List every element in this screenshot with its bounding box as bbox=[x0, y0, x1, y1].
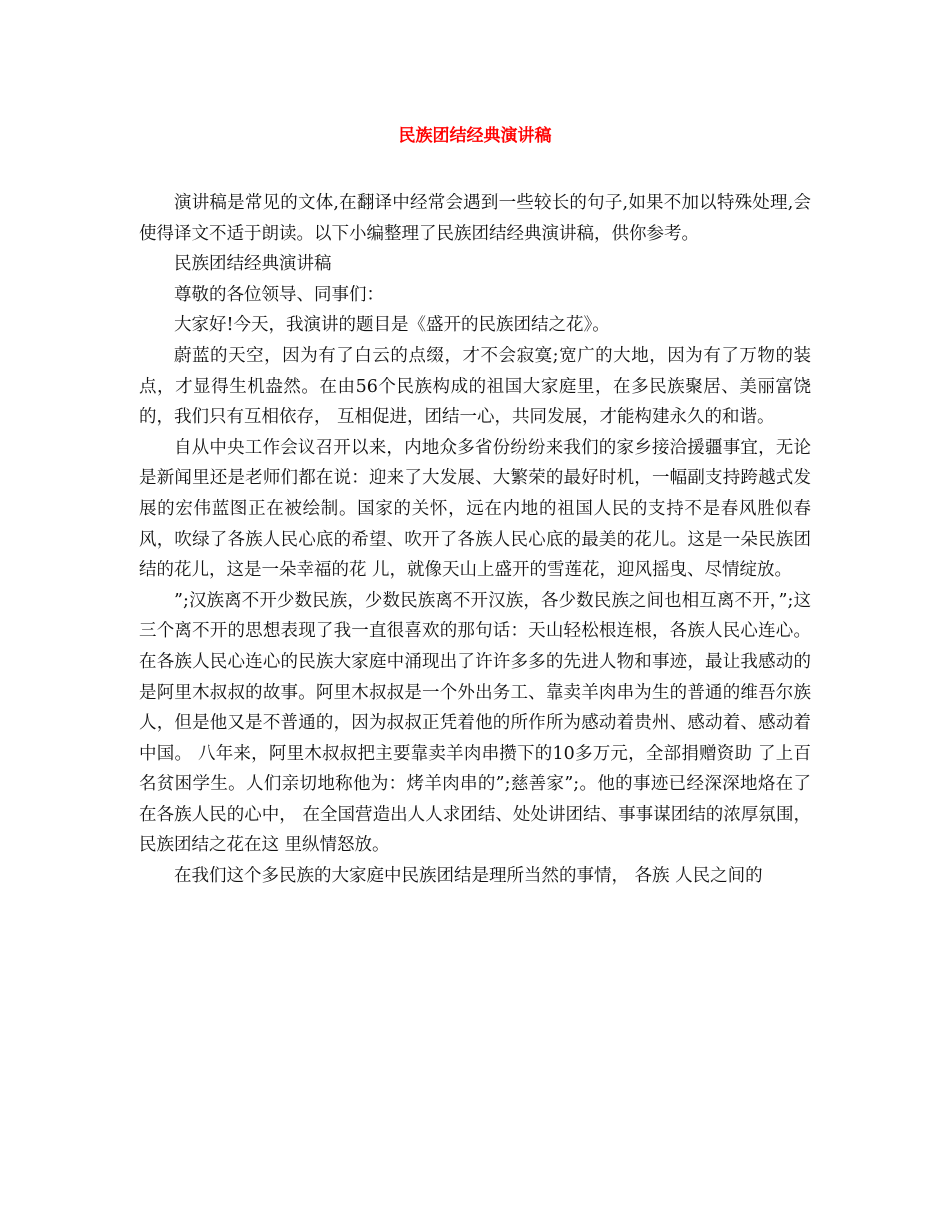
document-body bbox=[139, 188, 811, 892]
paragraph-salutation: 尊敬的各位领导、同事们： bbox=[174, 284, 384, 305]
document-title: 民族团结经典演讲稿 bbox=[398, 126, 552, 146]
paragraph-intro: 演讲稿是常见的文体,在翻译中经常会遇到一些较长的句子,如果不加以特殊处理,会使得译文不适于朗读。以下小编整理了民族团结经典演讲稿，供你参考。 bbox=[139, 193, 811, 244]
paragraph-central-meeting: 自从中央工作会议召开以来，内地众多省份纷纷来我们的家乡接洽援疆事宜，无论是新闻里还是老师们都在说：迎来了大发展、大繁荣的最好时机，一幅副支持跨越式发展的宏伟蓝图正在被绘制。国家的关怀，远在内地的祖国人民的支持不是春风胜似春风，吹绿了各族人民心底的希望、吹开了各族人民心底的最美的花儿。这是一朵民族团结的花儿，这是一朵幸福的花 儿，就像天山上盛开的雪莲花，迎风摇曳、尽情绽放。 bbox=[139, 437, 811, 581]
paragraph-alimu-story: ”;汉族离不开少数民族，少数民族离不开汉族，各少数民族之间也相互离不开，”;这三个离不开的思想表现了我一直很喜欢的那句话：天山轻松根连根，各族人民心连心。在各族人民心连心的民族大家庭中涌现出了许许多多的先进人物和事迹，最让我感动的是阿里木叔叔的故事。阿里木叔叔是一个外出务工、靠卖羊肉串为生的普通的维吾尔族人，但是他又是不普通的，因为叔叔正凭着他的所作所为感动着贵州、感动着、感动着中国。 八年来，阿里木叔叔把主要靠卖羊肉串攒下的10多万元，全部捐赠资助 了上百名贫困学生。人们亲切地称他为：烤羊肉串的”;慈善家”;。他的事迹已经深深地烙在了在各族人民的心中， 在全国营造出人人求团结、处处讲团结、事事谋团结的浓厚氛围，民族团结之花在这 里纵情怒放。 bbox=[139, 590, 811, 856]
paragraph-closing-partial: 在我们这个多民族的大家庭中民族团结是理所当然的事情， 各族 人民之间的 bbox=[174, 866, 763, 887]
paragraph-greeting: 大家好!今天，我演讲的题目是《盛开的民族团结之花》。 bbox=[174, 315, 610, 336]
paragraph-sky: 蔚蓝的天空，因为有了白云的点缀，才不会寂寞;宽广的大地，因为有了万物的装点，才显得生机盎然。在由56个民族构成的祖国大家庭里，在多民族聚居、美丽富饶的，我们只有互相依存， 互相促进，团结一心，共同发展，才能构建永久的和谐。 bbox=[139, 345, 811, 428]
paragraph-subtitle: 民族团结经典演讲稿 bbox=[174, 254, 332, 275]
